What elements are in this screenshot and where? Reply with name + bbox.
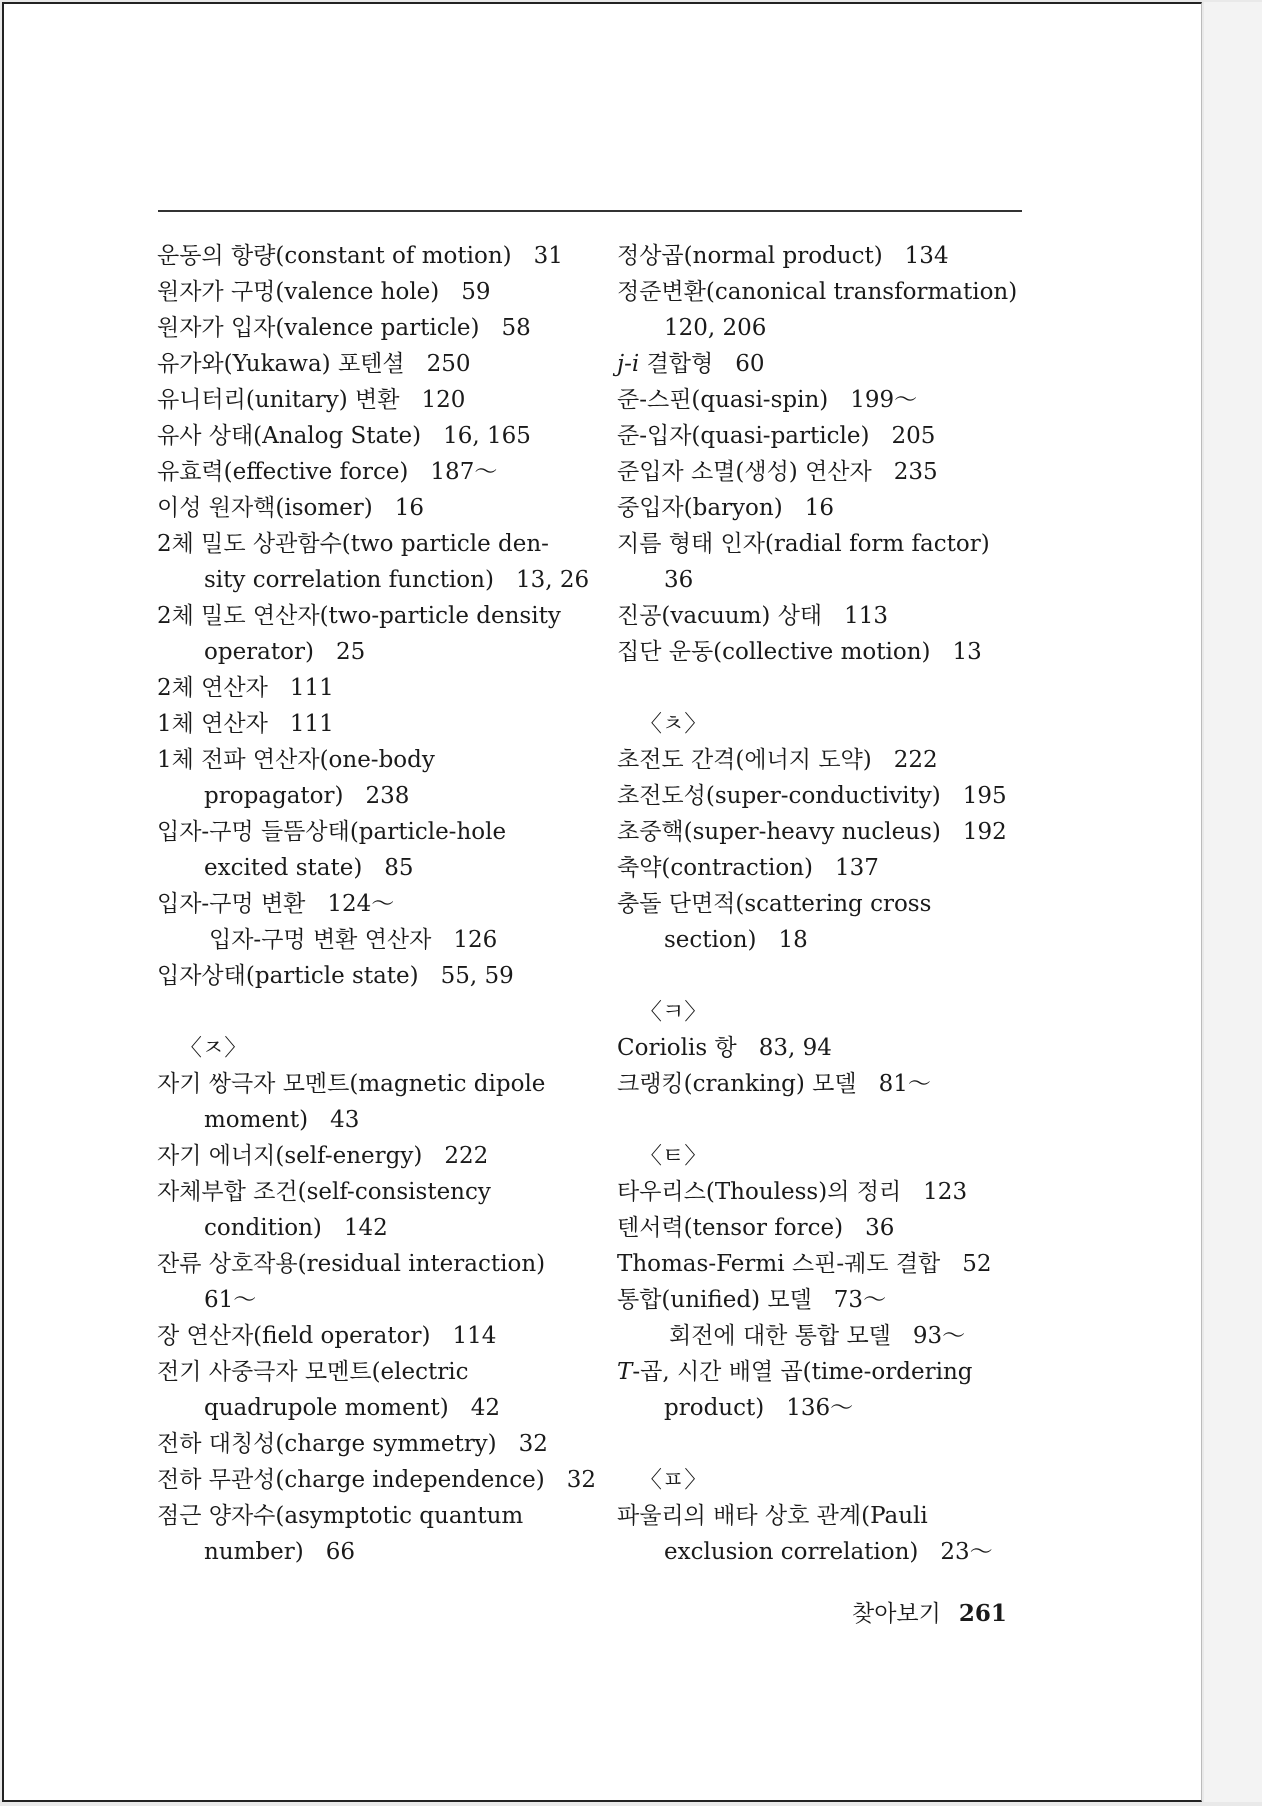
index-page-ref: 85 (384, 855, 414, 881)
index-entry (157, 1426, 597, 1462)
index-page-ref: 25 (335, 639, 366, 665)
index-page-ref: 120 (421, 387, 466, 413)
index-entry (157, 1318, 597, 1354)
index-term: j-i 결합형 (617, 351, 714, 377)
index-term: 입자상태(particle state) (157, 963, 419, 989)
index-term: 1체 연산자 (157, 711, 268, 737)
index-entry (157, 382, 597, 418)
index-page-ref: 52 (962, 1251, 992, 1277)
index-page-ref: 124～ (327, 891, 395, 917)
index-page-ref: 235 (893, 459, 938, 485)
index-entry (617, 1498, 1057, 1534)
index-page-ref: 16 (804, 495, 834, 521)
index-page-ref: 31 (533, 243, 563, 269)
index-term: 유니터리(unitary) 변환 (157, 387, 400, 413)
header-rule (158, 210, 1022, 212)
index-entry (617, 346, 1057, 382)
index-entry (617, 814, 1057, 850)
index-entry (617, 1282, 1057, 1318)
index-entry (157, 742, 597, 778)
index-term: 파울리의 배타 상호 관계(Pauli (617, 1503, 928, 1529)
index-term: 준입자 소멸(생성) 연산자 (617, 459, 872, 485)
page-edge (1204, 2, 1262, 1802)
index-entry (617, 778, 1057, 814)
index-entry (617, 274, 1057, 310)
index-entry (617, 742, 1057, 778)
index-page-ref: 16 (394, 495, 425, 521)
index-subentry (157, 922, 597, 958)
index-page-ref: 59 (461, 279, 491, 305)
index-term: number) (204, 1539, 304, 1565)
index-entry (617, 1066, 1057, 1102)
index-term: 유가와(Yukawa) 포텐셜 (157, 351, 405, 377)
index-term: 61～ (204, 1287, 257, 1313)
index-page-ref: 126 (453, 927, 498, 953)
index-term: 자체부합 조건(self-consistency (157, 1179, 491, 1205)
index-entry (617, 850, 1057, 886)
index-page-ref: 32 (518, 1431, 548, 1457)
index-entry-continuation (617, 310, 1057, 346)
index-term: exclusion correlation) (664, 1539, 919, 1565)
index-entry-continuation (617, 562, 1057, 598)
index-entry (617, 1354, 1057, 1390)
index-page-ref: 23～ (940, 1539, 993, 1565)
index-term: 전하 무관성(charge independence) (157, 1467, 545, 1493)
index-entry (157, 1174, 597, 1210)
index-entry-continuation (157, 562, 597, 598)
index-term: 점근 양자수(asymptotic quantum (157, 1503, 524, 1529)
index-entry-continuation (157, 1210, 597, 1246)
footer-label: 찾아보기 (852, 1601, 941, 1627)
index-term: 준-스핀(quasi-spin) (617, 387, 829, 413)
index-section-heading: 〈ㅈ〉 (179, 1035, 248, 1061)
index-section-heading: 〈ㅍ〉 (639, 1467, 708, 1493)
index-term: section) (664, 927, 757, 953)
index-entry (157, 238, 597, 274)
index-entry (157, 958, 597, 994)
index-entry (617, 1210, 1057, 1246)
index-page-ref: 123 (923, 1179, 968, 1205)
index-term: quadrupole moment) (204, 1395, 449, 1421)
index-term: Coriolis 항 (617, 1035, 737, 1061)
index-term: 통합(unified) 모델 (617, 1287, 812, 1313)
index-entry-continuation (157, 778, 597, 814)
index-term: 자기 에너지(self-energy) (157, 1143, 423, 1169)
index-term: 초전도성(super-conductivity) (617, 783, 941, 809)
index-term: 1체 전파 연산자(one-body (157, 747, 435, 773)
index-term: propagator) (204, 783, 344, 809)
index-term: T-곱, 시간 배열 곱(time-ordering (617, 1359, 973, 1385)
index-page-ref: 111 (289, 675, 334, 701)
index-term: 회전에 대한 통합 모델 (669, 1323, 891, 1349)
index-page-ref: 81～ (878, 1071, 931, 1097)
index-page-ref: 18 (778, 927, 808, 953)
index-page-ref: 137 (835, 855, 879, 881)
index-entry (157, 706, 597, 742)
index-page-ref: 13 (952, 639, 982, 665)
index-page-ref: 142 (343, 1215, 388, 1241)
index-term: 정상곱(normal product) (617, 243, 883, 269)
index-entry-continuation (157, 1390, 597, 1426)
index-column-left (157, 238, 597, 1570)
index-page-ref: 250 (426, 351, 471, 377)
index-entry (157, 310, 597, 346)
index-term: excited state) (204, 855, 363, 881)
index-term: 타우리스(Thouless)의 정리 (617, 1179, 902, 1205)
index-term: 축약(contraction) (617, 855, 814, 881)
index-term: 전기 사중극자 모멘트(electric (157, 1359, 469, 1385)
index-page-ref: 58 (501, 315, 531, 341)
index-entry (157, 670, 597, 706)
index-term: 120, 206 (664, 315, 767, 341)
index-page-ref: 114 (452, 1323, 497, 1349)
index-page-ref: 134 (904, 243, 949, 269)
index-term: 이성 원자핵(isomer) (157, 495, 373, 521)
index-entry (617, 886, 1057, 922)
index-term: 2체 연산자 (157, 675, 268, 701)
index-term: 전하 대칭성(charge symmetry) (157, 1431, 497, 1457)
index-page-ref: 83, 94 (758, 1035, 832, 1061)
index-page-ref: 222 (893, 747, 938, 773)
index-entry (617, 598, 1057, 634)
index-page-ref: 136～ (786, 1395, 854, 1421)
index-term: 장 연산자(field operator) (157, 1323, 431, 1349)
index-entry (617, 1246, 1057, 1282)
index-entry (617, 418, 1057, 454)
index-entry (617, 526, 1057, 562)
index-entry (157, 1138, 597, 1174)
index-term: 자기 쌍극자 모멘트(magnetic dipole (157, 1071, 546, 1097)
index-term: 원자가 구멍(valence hole) (157, 279, 440, 305)
index-entry (157, 418, 597, 454)
index-entry (617, 1030, 1057, 1066)
index-term: sity correlation function) (204, 567, 494, 593)
index-page-ref: 111 (289, 711, 334, 737)
index-page-ref: 73～ (833, 1287, 887, 1313)
index-term: 초중핵(super-heavy nucleus) (617, 819, 941, 845)
index-term: 집단 운동(collective motion) (617, 639, 931, 665)
index-section-heading: 〈ㅋ〉 (639, 999, 708, 1025)
index-page-ref: 32 (566, 1467, 596, 1493)
page-number: 261 (958, 1600, 1007, 1627)
index-term: 유사 상태(Analog State) (157, 423, 422, 449)
index-page-ref: 13, 26 (515, 567, 590, 593)
index-entry (617, 238, 1057, 274)
index-entry (157, 454, 597, 490)
index-entry-continuation (617, 1534, 1057, 1570)
index-page-ref: 43 (330, 1107, 360, 1133)
index-entry-continuation (157, 1282, 597, 1318)
index-page-ref: 192 (962, 819, 1007, 845)
page-footer (852, 1596, 1007, 1632)
index-entry (157, 1246, 597, 1282)
index-entry (617, 490, 1057, 526)
index-entry (157, 490, 597, 526)
index-term: 유효력(effective force) (157, 459, 409, 485)
index-term: 운동의 항량(constant of motion) (157, 243, 512, 269)
index-entry (157, 598, 597, 634)
index-term: 36 (664, 567, 694, 593)
index-entry (157, 814, 597, 850)
index-term: operator) (204, 639, 314, 665)
index-term: 지름 형태 인자(radial form factor) (617, 531, 990, 557)
index-page-ref: 195 (962, 783, 1007, 809)
index-term: product) (664, 1395, 765, 1421)
index-subentry (617, 1318, 1057, 1354)
index-entry (617, 634, 1057, 670)
index-entry (157, 1354, 597, 1390)
index-term: 정준변환(canonical transformation) (617, 279, 1018, 305)
index-term: 크랭킹(cranking) 모델 (617, 1071, 857, 1097)
index-term: 중입자(baryon) (617, 495, 783, 521)
index-term: condition) (204, 1215, 322, 1241)
index-page-ref: 55, 59 (440, 963, 514, 989)
index-term: 충돌 단면적(scattering cross (617, 891, 932, 917)
index-term: 원자가 입자(valence particle) (157, 315, 480, 341)
index-term: 입자-구멍 들뜸상태(particle-hole (157, 819, 507, 845)
index-section-heading: 〈ㅌ〉 (639, 1143, 708, 1169)
index-entry (157, 886, 597, 922)
index-column-right (617, 238, 1057, 1570)
index-entry-continuation (157, 850, 597, 886)
index-entry (617, 382, 1057, 418)
index-term: Thomas-Fermi 스핀-궤도 결합 (617, 1251, 941, 1277)
index-entry-continuation (617, 1390, 1057, 1426)
index-page-ref: 93～ (912, 1323, 966, 1349)
index-page-ref: 66 (325, 1539, 356, 1565)
index-entry (157, 1066, 597, 1102)
index-entry (617, 454, 1057, 490)
index-entry (617, 1174, 1057, 1210)
index-page-ref: 205 (891, 423, 936, 449)
index-entry (157, 346, 597, 382)
index-term: 잔류 상호작용(residual interaction) (157, 1251, 546, 1277)
index-entry-continuation (157, 1102, 597, 1138)
index-page-ref: 199～ (850, 387, 918, 413)
index-term: 2체 밀도 상관함수(two particle den- (157, 531, 549, 557)
index-term: 입자-구멍 변환 (157, 891, 306, 917)
index-entry (157, 274, 597, 310)
index-page-ref: 42 (470, 1395, 501, 1421)
index-page-ref: 16, 165 (443, 423, 531, 449)
index-term: 초전도 간격(에너지 도약) (617, 747, 872, 773)
index-entry-continuation (157, 634, 597, 670)
index-section-heading: 〈ㅊ〉 (639, 711, 708, 737)
index-page-ref: 60 (735, 351, 765, 377)
index-entry (157, 526, 597, 562)
index-page-ref: 238 (365, 783, 410, 809)
index-entry (157, 1462, 597, 1498)
index-page-ref: 113 (844, 603, 889, 629)
index-page-ref: 36 (865, 1215, 895, 1241)
index-term: 입자-구멍 변환 연산자 (209, 927, 432, 953)
index-entry (157, 1498, 597, 1534)
index-term: 2체 밀도 연산자(two-particle density (157, 603, 561, 629)
index-entry-continuation (617, 922, 1057, 958)
index-page-ref: 222 (444, 1143, 489, 1169)
index-term: 진공(vacuum) 상태 (617, 603, 823, 629)
index-term: 준-입자(quasi-particle) (617, 423, 870, 449)
index-term: moment) (204, 1107, 309, 1133)
index-page-ref: 187～ (430, 459, 498, 485)
index-entry-continuation (157, 1534, 597, 1570)
index-term: 텐서력(tensor force) (617, 1215, 844, 1241)
